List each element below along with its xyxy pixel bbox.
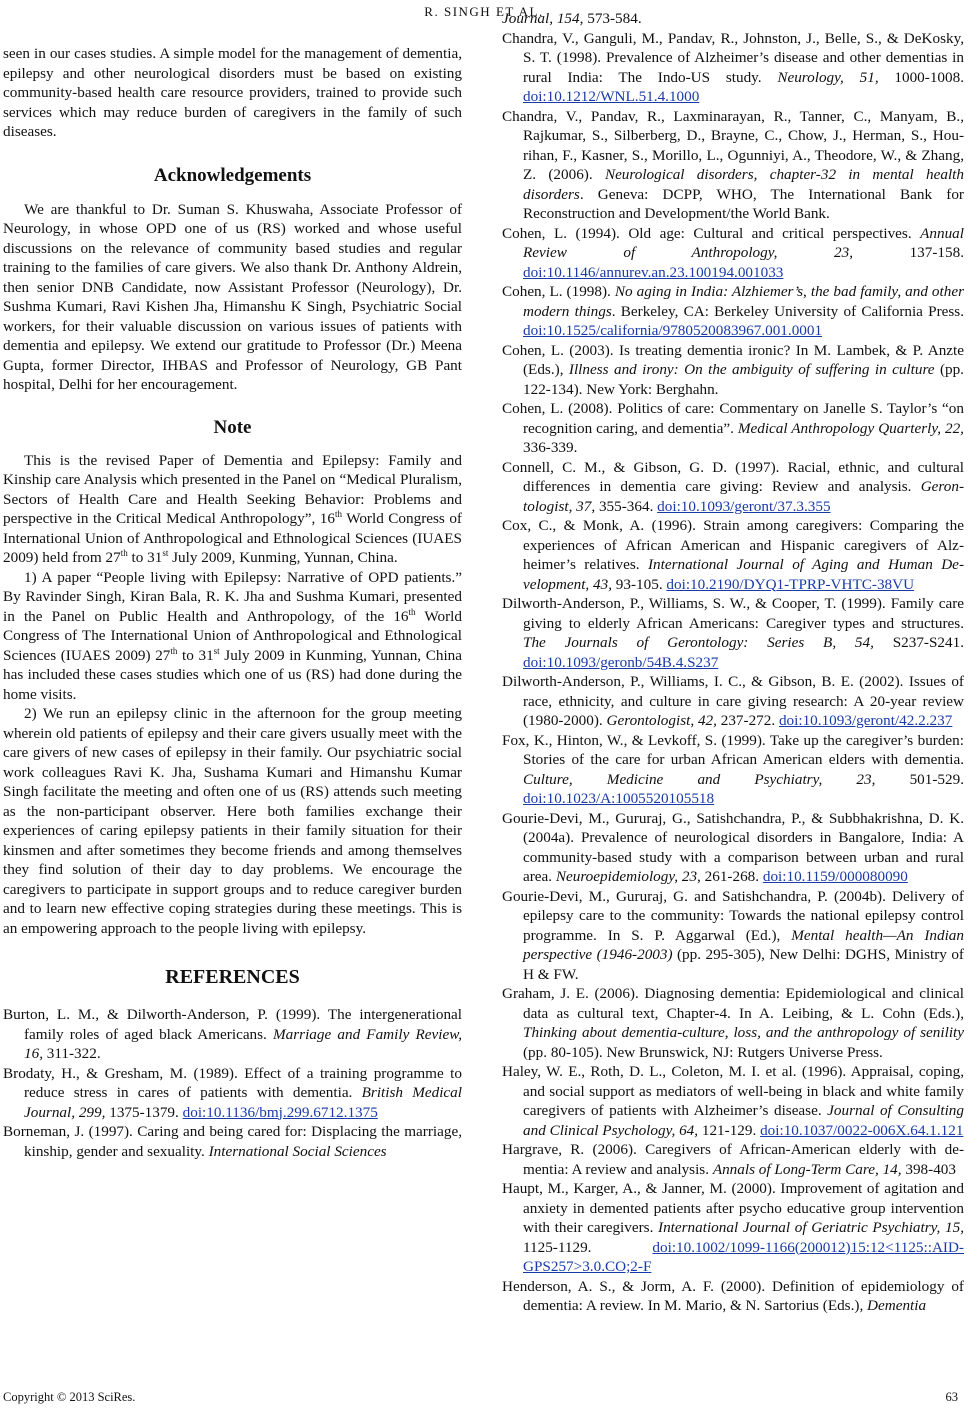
reference-entry: Cohen, L. (1994). Old age: Cultural and critical perspectives. Annual Review of Anthropology, 23, 137-158. doi:10.1146/annurev.an.23.100194.001033 bbox=[502, 224, 965, 281]
intro-paragraph: seen in our cases studies. A simple model for the management of dementia, epilepsy and other neurological disorders must be based on existing community-based health care resource providers, trained to provide such services which may reduce burden of caregivers in the family of such diseases. bbox=[3, 45, 462, 140]
reference-entry: Gourie-Devi, M., Gururaj, G. and Satishchandra, P. (2004b). Delivery of epilepsy care to the community: Towards the national epilepsy control programme. In S. P. Aggarwal (Ed.), Mental health—An Indian perspective (1946-2003) (pp. 295-305), New Delhi: DGHS, Ministry of H & FW. bbox=[502, 887, 964, 983]
reference-entry: Dilworth-Anderson, P., Williams, I. C., & Gibson, B. E. (2002). Issues of race, ethnicity, and culture in care giving research: A 20-year review (1980-2000). Gerontologist, 42, 237-272. doi:10.1093/geront/42.2.237 bbox=[502, 673, 964, 729]
running-header: R. SINGH ET AL. bbox=[424, 4, 544, 19]
reference-entry: Graham, J. E. (2006). Diagnosing dementia: Epidemiological and clinical data as cultural text, Chapter-4. In A. Leibing, & L. Cohn (Eds.), Thinking about dementia-culture, loss, and the anthropology of senility (pp. 80-105). New Brunswick, NJ: Rutgers Universe Press. bbox=[502, 985, 964, 1061]
reference-entry: Brodaty, H., & Gresham, M. (1989). Effect of a training programme to reduce stress in cares of patients with dementia. British Medical Journal, 299, 1375-1379. doi:10.1136/bmj.299.6712.1375 bbox=[3, 1064, 462, 1121]
reference-entry: Gourie-Devi, M., Gururaj, G., Satishchandra, P., & Subbhakrishna, D. K. (2004a). Prevalence of neurological disorders in Bangalore, India: A community-based study with a comparison between urban and rural area. Neuroepidemiology, 23, 261-268. doi:10.1159/000080090 bbox=[502, 809, 964, 885]
doi-link[interactable]: doi:10.1037/0022-006X.64.1.121 bbox=[760, 1121, 964, 1139]
doi-link[interactable]: doi:10.1159/000080090 bbox=[762, 868, 908, 885]
reference-entry: Cox, C., & Monk, A. (1996). Strain among caregivers: Comparing the experiences of African American and Hispanic caregivers of Alzheimer’s relatives. International Journal of Aging and Human Development, 43, 93-105. doi:10.2190/DYQ1-TPRP-VHTC-38VU bbox=[502, 517, 964, 593]
note-heading: Note bbox=[213, 416, 252, 438]
left-column bbox=[3, 44, 462, 1161]
page-number: 63 bbox=[945, 1390, 958, 1404]
doi-link[interactable]: doi:10.1525/california/9780520083967.001.0001 bbox=[523, 322, 823, 339]
references-heading: REFERENCES bbox=[165, 966, 300, 988]
acknowledgements-paragraph: We are thankful to Dr. Suman S. Khuswaha, Associate Professor of Neurology, in whose OPD one of us (RS) worked and whose useful discussions on the relevance of community based studies and regular training to the families of care givers. We also thank Dr. Anthony Aldrein, then senior DNB Candidate, now Assistant Professor (Neurology), Dr. Sushma Kumari, Ravi Kishen Jha, Himanshu K Singh, Psychiatric Social workers, for their valuable discussion on various issues of patients with dementia and epilepsy. We extend our gratitude to Professor (Dr.) Meena Gupta, former Director, IHBAS and Professor of Neurology, GB Pant hospital, Delhi for her encouragement. bbox=[3, 200, 462, 393]
doi-link[interactable]: doi:10.1093/geront/42.2.237 bbox=[778, 712, 953, 729]
reference-entry: Henderson, A. S., & Jorm, A. F. (2000). Definition of epidemiology of dementia: A review. In M. Mario, & N. Sartorius (Eds.), Dementia bbox=[502, 1277, 964, 1314]
reference-entry: Hargrave, R. (2006). Caregivers of African-American elderly with dementia: A review and analysis. Annals of Long-Term Care, 14, 398-403 bbox=[502, 1141, 964, 1178]
acknowledgements-heading: Acknowledgements bbox=[153, 164, 312, 186]
doi-link[interactable]: doi:10.1093/geronb/54B.4.S237 bbox=[523, 653, 719, 671]
reference-entry: Chandra, V., Pandav, R., Laxminarayan, R., Tanner, C., Manyam, B., Rajkumar, S., Silberberg, D., Brayne, C., Chow, J., Herman, S., Hourihan, F., Kasner, S., Morillo, L., Ogunniyi, A., Theodore, W., & Zhang, Z. (2006). Neurological disorders, chapter-32 in mental health disorders. Geneva: DCPP, WHO, The International Bank for Reconstruction and Development/the World Bank. bbox=[502, 107, 964, 222]
doi-link[interactable]: doi:10.1002/1099-1166(200012)15:12<1125::AID-GPS257>3.0.CO;2-F bbox=[523, 1238, 964, 1275]
references-list-right bbox=[502, 29, 964, 1316]
reference-entry: Fox, K., Hinton, W., & Levkoff, S. (1999). Take up the caregiver’s burden: Stories of the care for urban African American elders with dementia. Culture, Medicine and Psychiatry, 23, 501-529. doi:10.1023/A:1005520105518 bbox=[502, 731, 964, 807]
reference-entry: Connell, C. M., & Gibson, G. D. (1997). Racial, ethnic, and cultural differences in dementia care giving: Review and analysis. Gerontologist, 37, 355-364. doi:10.1093/geront/37.3.355 bbox=[502, 458, 964, 515]
reference-entry: Haupt, M., Karger, A., & Janner, M. (2000). Improvement of agitation and anxiety in demented patients after psycho educative group intervention with their caregivers. International Journal of Geriatric Psychiatry, 15, 1125-1129. doi:10.1002/1099-1166(200012)15:12<1125::AID-GPS257>3.0.CO;2-F bbox=[502, 1180, 964, 1275]
reference-entry: Haley, W. E., Roth, D. L., Coleton, M. I. et al. (1996). Appraisal, coping, and social support as mediators of well-being in black and white family caregivers of patients with Alzheimer’s disease. Journal of Consulting and Clinical Psychology, 64, 121-129. doi:10.1037/0022-006X.64.1.121 bbox=[502, 1063, 964, 1139]
reference-entry: Burton, L. M., & Dilworth-Anderson, P. (1999). The intergenerational family roles of aged black Americans. Marriage and Family Review, 16, 311-322. bbox=[3, 1006, 462, 1062]
doi-link[interactable]: doi:10.1146/annurev.an.23.100194.001033 bbox=[523, 263, 784, 281]
doi-link[interactable]: doi:10.1136/bmj.299.6712.1375 bbox=[182, 1103, 378, 1121]
copyright-footer: Copyright © 2013 SciRes. bbox=[3, 1390, 136, 1404]
reference-entry: Cohen, L. (1998). No aging in India: Alzhiemer’s, the bad family, and other modern things. Berkeley, CA: Berkeley University of California Press. doi:10.1525/california/9780520083967.001.0001 bbox=[502, 283, 965, 339]
doi-link[interactable]: doi:10.1023/A:1005520105518 bbox=[523, 790, 715, 807]
reference-entry: Cohen, L. (2008). Politics of care: Commentary on Janelle S. Taylor’s “on recognition caring, and dementia”. Medical Anthropology Quarterly, 22, 336-339. bbox=[502, 400, 964, 456]
doi-link[interactable]: doi:10.1093/geront/37.3.355 bbox=[657, 497, 831, 515]
reference-entry: Dilworth-Anderson, P., Williams, S. W., & Cooper, T. (1999). Family care giving to elderly African Americans: Caregiver types and structures. The Journals of Gerontology: Series B, 54, S237-S241. doi:10.1093/geronb/54B.4.S237 bbox=[502, 595, 965, 671]
reference-entry: Chandra, V., Ganguli, M., Pandav, R., Johnston, J., Belle, S., & DeKosky, S. T. (1998). Prevalence of Alzheimer’s disease and other dementias in rural India: The Indo-US study. Neurology, 51, 1000-1008. doi:10.1212/WNL.51.4.1000 bbox=[502, 29, 965, 105]
note-paragraph-3: 2) We run an epilepsy clinic in the afternoon for the group meeting wherein old patients of epilepsy and their care givers usually meet with the care givers of new cases of epilepsy in their family. Our psychiatric social work colleagues Ravi K. Jha, Sushama Kumari and Himanshu Kumar Singh facilitate the meeting and often one of us (RS) attends such meeting as the non-participant observer. Here both families exchange their experiences of caring epilepsy patients in their family situation for their kinsmen and after sometimes they become friends and among themselves they find solution of their day to day problems. We encourage the caregivers to participate in support groups and to reduce caregiver burden and to learn new effective coping strategies during these meetings. This is an empowering approach to the people living with epilepsy. bbox=[3, 705, 462, 937]
doi-link[interactable]: doi:10.2190/DYQ1-TPRP-VHTC-38VU bbox=[666, 575, 915, 593]
right-column bbox=[502, 9, 964, 1316]
reference-entry: Cohen, L. (2003). Is treating dementia ironic? In M. Lambek, & P. Anzte (Eds.), Illness and irony: On the ambiguity of suffering in culture (pp. 122-134). New York: Berghahn. bbox=[502, 341, 964, 398]
note-paragraph-2: 1) A paper “People living with Epilepsy: Narrative of OPD patients.” By Ravinder Singh, Kiran Bala, R. K. Jha and Sushma Kumari, presented in the Panel on Public Health and Anthropology, of the 16th World Congress of The International Union of Anthropological and Ethnological Sciences (IUAES 2009) 27th to 31st July 2009 in Kunming, Yunnan, China has included these cases studies which one of us (RS) had done during the home visits. bbox=[3, 568, 463, 703]
reference-continuation: Journal, 154, 573-584. bbox=[502, 10, 642, 27]
reference-entry: Borneman, J. (1997). Caring and being cared for: Displacing the marriage, kinship, gender and sexuality. International Social Sciences bbox=[3, 1123, 462, 1160]
note-paragraph-1: This is the revised Paper of Dementia and Epilepsy: Family and Kinship care Analysis which presented in the Panel on “Medical Pluralism, Sectors of Health Care and Health Seeking Behavior: Problems and perspective in the Critical Medical Anthropology”, 16th World Congress of International Union of Anthropological and Ethnological Sciences (IUAES 2009) held from 27th to 31st July 2009, Kunming, Yunnan, China. bbox=[3, 451, 462, 566]
doi-link[interactable]: doi:10.1212/WNL.51.4.1000 bbox=[523, 88, 700, 105]
references-list-left bbox=[3, 1005, 462, 1161]
